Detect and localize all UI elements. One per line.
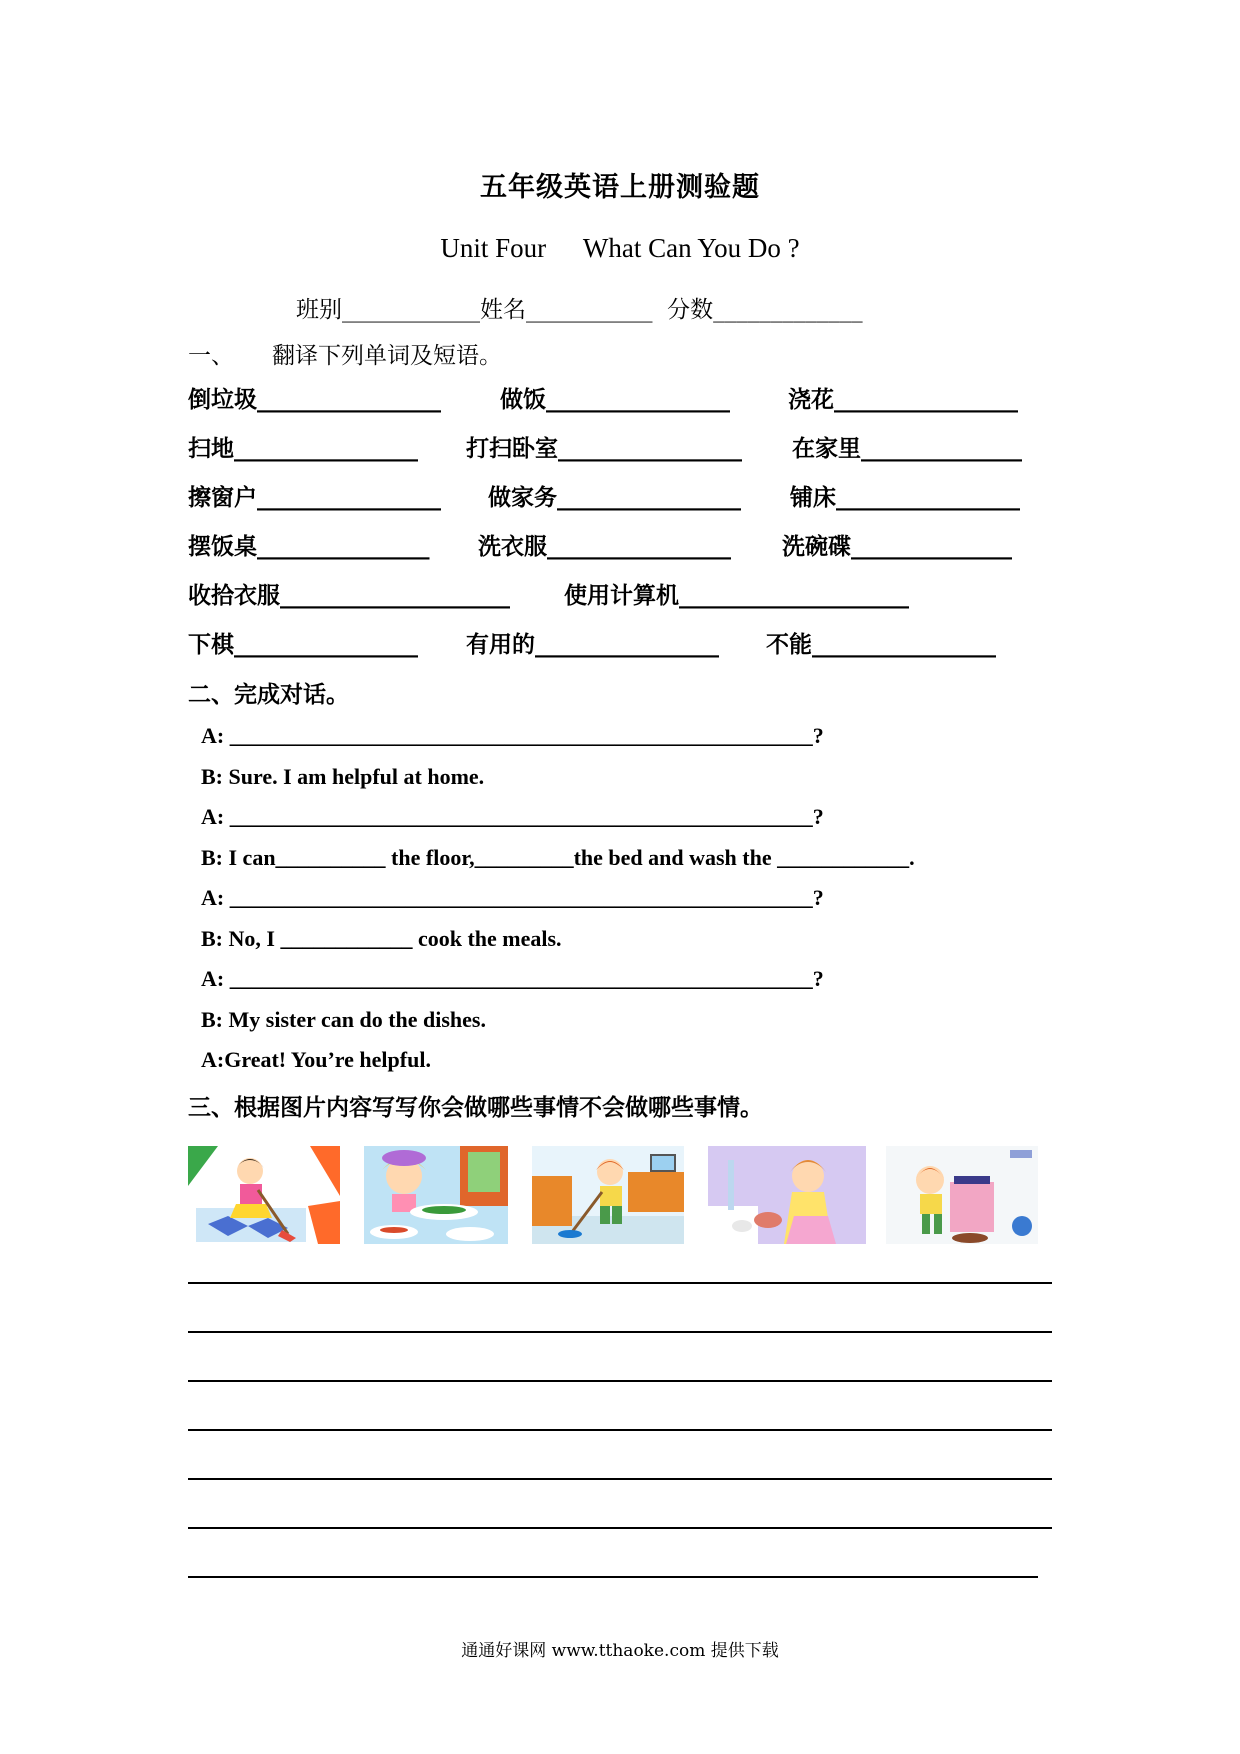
vocab-item: 下棋________________ (188, 631, 418, 658)
vocab-item: 打扫卧室________________ (466, 435, 742, 462)
section-1-title: 翻译下列单词及短语。 (272, 343, 502, 369)
dialogue-line: B: I can__________ the floor,_________the bed and wash the ____________. (201, 845, 915, 870)
vocab-item: 收拾衣服____________________ (188, 582, 510, 609)
vocab-item: 倒垃圾________________ (188, 386, 441, 413)
dialogue-line: A: _____________________________________________________? (201, 804, 824, 829)
dialogue-line: A:Great! You’re helpful. (201, 1047, 431, 1072)
vocab-item: 洗衣服________________ (478, 533, 731, 560)
student-info-line: 班别____________姓名___________ 分数_____________ (296, 297, 863, 323)
picture-boy-mopping (532, 1146, 684, 1244)
vocab-item: 在家里______________ (792, 435, 1022, 462)
vocab-item: 不能________________ (766, 631, 996, 658)
dialogue-line: A: _____________________________________________________? (201, 885, 824, 910)
unit-label: Unit Four (440, 233, 547, 263)
vocab-item: 做家务________________ (488, 484, 741, 511)
picture-girl-washing-dishes (708, 1146, 866, 1244)
page-title: 五年级英语上册测验题 (480, 172, 760, 203)
vocab-item: 擦窗户________________ (188, 484, 441, 511)
dialogue-line: A: _____________________________________________________? (201, 723, 824, 748)
unit-subtitle (0, 233, 1240, 264)
dialogue-line: A: _____________________________________________________? (201, 966, 824, 991)
writing-line[interactable] (188, 1282, 1052, 1284)
dialogue-line: B: My sister can do the dishes. (201, 1007, 486, 1032)
writing-line[interactable] (188, 1478, 1052, 1480)
dialogue-line: B: No, I ____________ cook the meals. (201, 926, 562, 951)
section-1-number: 一、 (188, 343, 234, 369)
vocab-item: 有用的________________ (466, 631, 719, 658)
picture-girl-cooking (364, 1146, 508, 1244)
vocab-item: 铺床________________ (790, 484, 1020, 511)
vocab-item: 洗碗碟______________ (782, 533, 1012, 560)
section-2-heading: 二、完成对话。 (188, 681, 349, 708)
footer-credit: 通通好课网 www.tthaoke.com 提供下载 (461, 1641, 779, 1661)
vocab-item: 使用计算机____________________ (564, 582, 909, 609)
unit-topic: What Can You Do ? (582, 233, 800, 263)
section-1-heading (188, 337, 502, 370)
writing-line[interactable] (188, 1380, 1052, 1382)
vocab-item: 扫地________________ (188, 435, 418, 462)
dialogue-line: B: Sure. I am helpful at home. (201, 764, 485, 789)
writing-line[interactable] (188, 1576, 1038, 1578)
picture-girl-sweeping (188, 1146, 340, 1244)
writing-line[interactable] (188, 1331, 1052, 1333)
section-3-heading: 三、根据图片内容写写你会做哪些事情不会做哪些事情。 (188, 1094, 763, 1121)
vocab-item: 浇花________________ (788, 386, 1018, 413)
writing-line[interactable] (188, 1429, 1052, 1431)
vocab-item: 做饭________________ (500, 386, 730, 413)
picture-boy-laundry (886, 1146, 1038, 1244)
writing-line[interactable] (188, 1527, 1052, 1529)
vocab-item: 摆饭桌_______________ (188, 533, 430, 560)
